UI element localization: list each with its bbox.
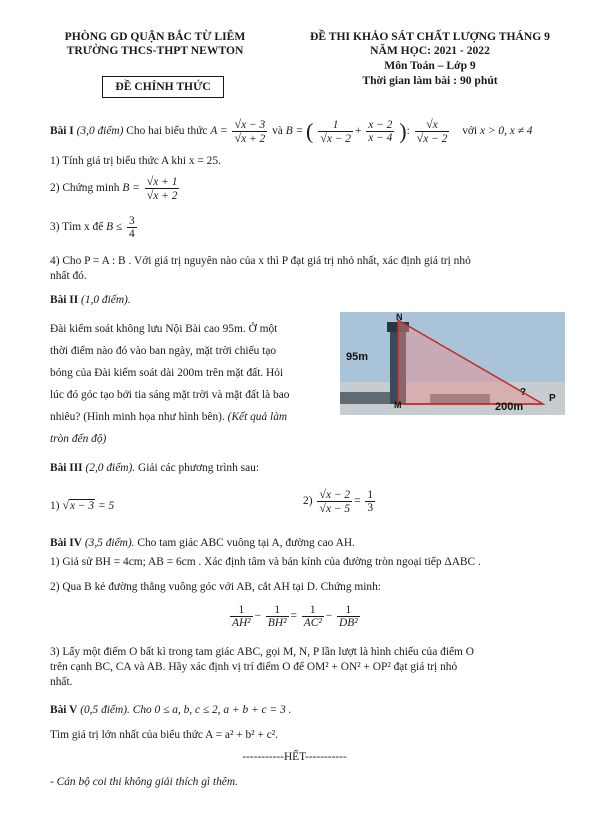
expr-b-fraction-1: $\frac{1}{√x - 2}$ <box>320 118 351 145</box>
bai3-eq2-label: 2) <box>303 495 313 508</box>
bai2-heading <box>50 294 131 306</box>
formula-one-4: 1 <box>337 604 360 617</box>
bai4-title: Bài IV <box>50 537 82 549</box>
bai2-line-2: thời điểm nào đó vào ban ngày, mặt trời chiếu tạo <box>50 345 277 357</box>
bai5-question: Tìm giá trị lớn nhất của biểu thức A = a² + b² + c². <box>50 729 279 741</box>
bai3-eq2-rhs-num: 1 <box>367 489 374 501</box>
bai3-points: (2,0 điểm). <box>85 462 136 474</box>
bai1-cond-word: với <box>462 125 478 138</box>
bai1-q2-text: 2) Chứng minh <box>50 182 120 195</box>
bai4-q1: 1) Giả sử BH = 4cm; AB = 6cm . Xác định tâm và bán kính của đường tròn ngoại tiếp ΔABC . <box>50 556 481 568</box>
label-base: 200m <box>495 401 524 413</box>
bai3-eq1-radicand: x − 3 <box>69 500 95 512</box>
bai1-q3 <box>50 215 139 240</box>
bai1-q3-num: 3 <box>129 215 135 227</box>
expr-b-f2-num: x − 2 <box>368 119 393 131</box>
bai1-q2 <box>50 175 181 202</box>
bai3-eq2-fraction: $\frac{√x - 2}{√x - 5}$ <box>319 487 351 515</box>
bai4-q3-line3: nhất. <box>50 676 73 688</box>
school-year: NĂM HỌC: 2021 - 2022 <box>370 44 490 57</box>
bai2-line-5: nhiêu? (Hình minh họa như hình bên). <box>50 411 225 423</box>
bai1-q4-line1: 4) Cho P = A : B . Với giá trị nguyên nào của x thì P đạt giá trị nhỏ nhất, xác định giá trị nhỏ <box>50 255 471 267</box>
bai1-statement: Bài I (3,0 điểm) Cho hai biểu thức A = $\frac{√x - 3}{√x + 2}$ và B = ( $\frac{1}{√x - 2}$ + $\frac{x - 2}{x - 4}$ ): $\frac{√x}{√x - 2}$ với x > 0, x ≠ 4 <box>50 117 533 145</box>
bai2-body <box>50 318 335 450</box>
bai3-eq2-rhs-den: 3 <box>367 502 374 514</box>
bai2-points: (1,0 điểm). <box>81 294 131 306</box>
expr-a-num: x − 3 <box>241 119 266 131</box>
bai5-title: Bài V <box>50 704 78 716</box>
bai4-heading <box>50 537 355 549</box>
bai4-q3-line2: trên cạnh BC, CA và AB. Hãy xác định vị trí điểm O để OM² + ON² + OP² đạt giá trị nhỏ <box>50 661 458 673</box>
formula-term-2: BH² <box>267 617 287 629</box>
formula-term-4: DB² <box>339 617 358 629</box>
bai2-note: (Kết quả làm <box>227 411 288 423</box>
subject: Môn Toán – Lớp 9 <box>384 59 476 72</box>
bai4-intro: Cho tam giác ABC vuông tại A, đường cao AH. <box>137 537 355 549</box>
expr-b-fraction-3: $\frac{√x}{√x - 2}$ <box>416 117 448 145</box>
bai3-eq2-num: x − 2 <box>325 489 351 501</box>
bai1-q3-den: 4 <box>129 228 135 240</box>
bai3-heading <box>50 462 259 474</box>
bai1-and: và <box>272 125 283 138</box>
bai1-q2-fraction: $\frac{√x + 1}{√x + 2}$ <box>146 174 178 202</box>
end-marker: -----------HẾT----------- <box>242 751 347 763</box>
bai3-intro: Giải các phương trình sau: <box>138 462 260 474</box>
label-m: M <box>394 400 402 410</box>
bai2-note-2: tròn đến độ) <box>50 433 107 445</box>
bai1-title: Bài I <box>50 125 74 138</box>
bai3-eq2-rhs <box>365 489 375 514</box>
exam-title: ĐỀ THI KHẢO SÁT CHẤT LƯỢNG THÁNG 9 <box>310 30 550 43</box>
official-box <box>102 76 224 98</box>
expr-b-f1-num: 1 <box>318 119 353 132</box>
school-name: TRƯỜNG THCS-THPT NEWTON <box>66 44 244 57</box>
label-p: P <box>549 393 556 404</box>
label-angle: ? <box>520 387 527 398</box>
tower-illustration <box>340 312 565 415</box>
bai3-eq1-rhs: = 5 <box>97 500 115 512</box>
bai4-q3-line1: 3) Lấy một điểm O bất kì trong tam giác ABC, gọi M, N, P lần lượt là hình chiếu của điểm O <box>50 646 474 658</box>
expr-a-lhs: A = <box>210 125 228 138</box>
expr-a-fraction: $\frac{√x - 3}{√x + 2}$ <box>234 117 266 145</box>
formula-one-1: 1 <box>230 604 253 617</box>
bai3-eq1: 1) √x − 3 = 5 <box>50 498 115 512</box>
bai2-line-3: bóng của Đài kiểm soát dài 200m trên mặt đất. Hỏi <box>50 367 284 379</box>
formula-term-3: AC² <box>303 617 322 629</box>
expr-b-f3-num: x <box>432 119 438 131</box>
label-height: 95m <box>346 351 369 363</box>
bai5-points: (0,5 điểm). <box>80 704 130 716</box>
bai1-q3-lhs: B ≤ <box>106 221 123 234</box>
department-name: PHÒNG GD QUẬN BẮC TỪ LIÊM <box>64 30 246 43</box>
official-label: ĐỀ CHÍNH THỨC <box>115 80 211 93</box>
expr-a-den: x + 2 <box>241 133 266 145</box>
bai1-intro: Cho hai biểu thức <box>126 125 208 138</box>
bai1-q2-num: x + 1 <box>153 176 178 188</box>
footer-note: - Cán bộ coi thi không giải thích gì thêm. <box>50 776 238 788</box>
bai2-line-1: Đài kiểm soát không lưu Nội Bài cao 95m. Ở một <box>50 323 278 335</box>
bai5-intro: Cho 0 ≤ a, b, c ≤ 2, a + b + c = 3 . <box>132 704 292 716</box>
bai3-title: Bài III <box>50 462 83 474</box>
bai1-q3-text: 3) Tìm x để <box>50 221 104 234</box>
label-n: N <box>396 312 403 322</box>
formula-one-3: 1 <box>302 604 324 617</box>
formula-term-1: AH² <box>232 617 251 629</box>
duration: Thời gian làm bài : 90 phút <box>362 74 498 87</box>
bai1-q3-fraction <box>127 215 137 240</box>
formula-one-2: 1 <box>266 604 289 617</box>
bai1-q1: 1) Tính giá trị biểu thức A khi x = 25. <box>50 155 221 167</box>
bai1-q2-den: x + 2 <box>153 190 178 202</box>
bai5-heading <box>50 704 291 716</box>
bai1-q4-line2: nhất đó. <box>50 270 87 282</box>
expr-b-fraction-2 <box>366 119 394 144</box>
expr-b-f2-den: x − 4 <box>368 132 393 144</box>
bai4-points: (3,5 điểm). <box>84 537 135 549</box>
expr-b-f1-den: x − 2 <box>326 132 351 145</box>
bai4-formula: $\frac{1}{\text{AH²}}$ − $\frac{1}{\text{BH²}}$ = $\frac{1}{\text{AC²}}$ − $\frac{1}{\text{DB²}}$ <box>232 604 358 629</box>
bai3-eq2-den: x − 5 <box>325 503 351 515</box>
bai4-q2: 2) Qua B kẻ đường thẳng vuông góc với AB, cắt AH tại D. Chứng minh: <box>50 581 381 593</box>
bai1-q2-lhs: B = <box>122 182 140 195</box>
bai1-points: (3,0 điểm) <box>76 125 124 138</box>
bai3-eq2: 2) $\frac{√x - 2}{√x - 5}$ = $\frac{1}{3}$ <box>303 487 374 515</box>
bai1-condition: x > 0, x ≠ 4 <box>479 125 533 138</box>
bai3-eq1-label: 1) <box>50 500 60 512</box>
expr-b-f3-den: x − 2 <box>423 133 448 145</box>
bai2-line-4: lúc đó góc tạo bởi tia sáng mặt trời và mặt đất là bao <box>50 389 290 401</box>
expr-b-lhs: B = <box>285 125 304 138</box>
bai2-title: Bài II <box>50 294 79 306</box>
